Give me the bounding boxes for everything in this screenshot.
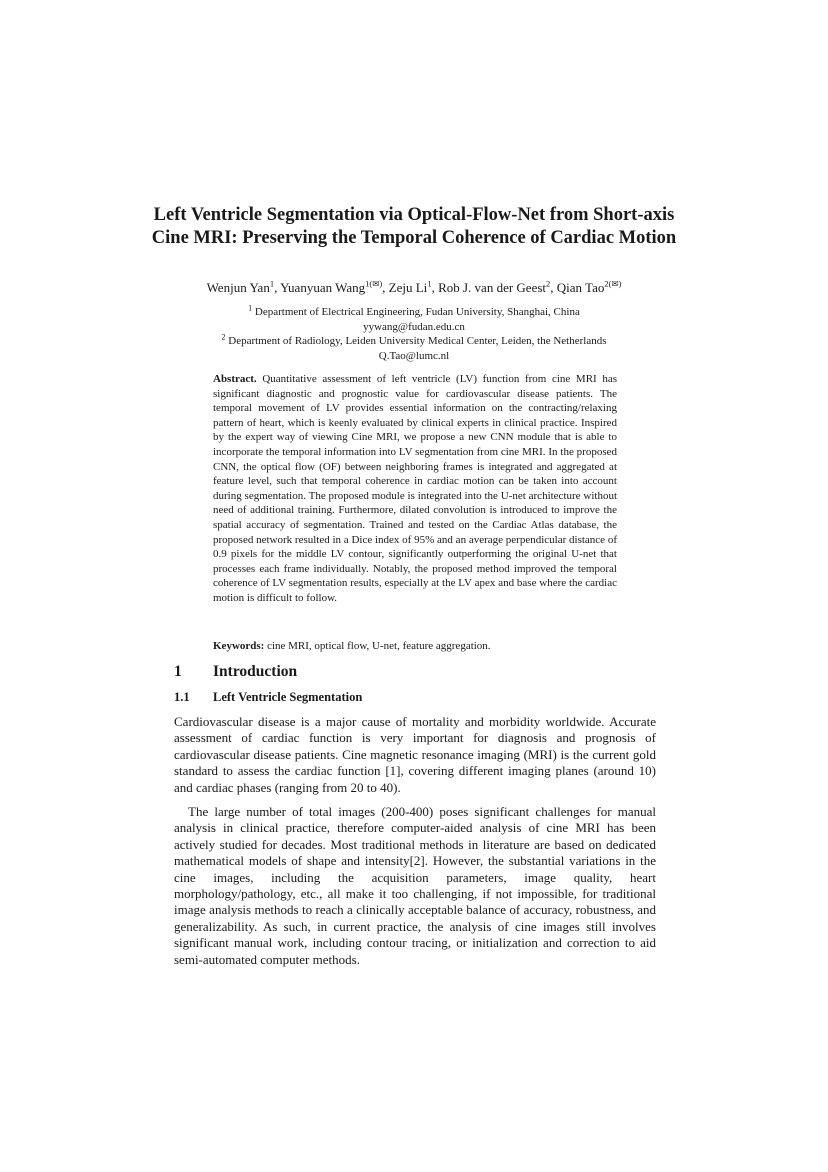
abstract-text: Quantitative assessment of left ventricle (LV) function from cine MRI has significant diagnostic and prognostic value for cardiovascular disease patients. The temporal movement of LV provides essential information on the contracting/relaxing pattern of heart, which is keenly evaluated by clinical experts in clinical practice. Inspired by the expert way of viewing Cine MRI, we propose a new CNN module that is able to incorporate the temporal information into LV segmentation from cine MRI. In the proposed CNN, the optical flow (OF) between neighboring frames is integrated and aggregated at feature level, such that temporal coherence in cardiac motion can be taken into account during segmentation. The proposed module is integrated into the U-net architecture without need of additional training. Furthermore, dilated convolution is introduced to improve the spatial accuracy of segmentation. Trained and tested on the Cardiac Atlas database, the proposed network resulted in a Dice index of 95% and an average perpendicular distance of 0.9 pixels for the middle LV contour, significantly outperforming the original U-net that processes each frame individually. Notably, the proposed method improved the temporal coherence of LV segmentation results, especially at the LV apex and base where the cardiac motion is difficult to follow. (213, 373, 618, 604)
affiliation-email: yywang@fudan.edu.cn (363, 320, 465, 333)
subsection-heading (174, 689, 362, 706)
author-name: Yuanyuan Wang (280, 280, 366, 295)
keywords-text: cine MRI, optical flow, U-net, feature aggregation. (267, 640, 491, 652)
affiliation-2 (150, 334, 678, 363)
author-name: Wenjun Yan (206, 280, 270, 295)
subsection-title: Left Ventricle Segmentation (213, 690, 363, 704)
affiliation-1 (150, 305, 678, 334)
keywords (213, 639, 617, 654)
section-title: Introduction (213, 663, 298, 680)
body-paragraph: Cardiovascular disease is a major cause of mortality and morbidity worldwide. Accurate assessment of cardiac function is very important for diagnosis and prognosis of cardiovascular disease patients. Cine magnetic resonance imaging (MRI) is the current gold standard to assess the cardiac function [1], covering different imaging planes (around 10) and cardiac phases (ranging from 20 to 40). (174, 714, 656, 795)
author-affiliation-mark: 1 (269, 278, 275, 289)
affiliation-text: Department of Radiology, Leiden University Medical Center, Leiden, the Netherlands (228, 335, 607, 347)
section-number: 1 (174, 663, 182, 680)
author-affiliation-mark: 1 (427, 278, 432, 289)
author-affiliation-mark: 2(✉) (604, 278, 622, 289)
author-list: Wenjun Yan$^1$, Yuanyuan Wang$^{1(✉)}$, Zeju Li$^1$, Rob J. van der Geest$^2$, Qian Tao$^{2(✉)}$ (206, 278, 622, 295)
section-heading (174, 662, 297, 682)
author-name: Qian Tao (556, 280, 605, 295)
abstract-label: Abstract. (213, 373, 257, 385)
paper-title: Left Ventricle Segmentation via Optical-Flow-Net from Short-axis Cine MRI: Preserving the Temporal Coherence of Cardiac Motion (151, 205, 677, 248)
affiliation-mark: 2 (221, 332, 226, 342)
affiliation-text: Department of Electrical Engineering, Fudan University, Shanghai, China (254, 306, 580, 318)
author-name: Rob J. van der Geest (438, 280, 547, 295)
keywords-label: Keywords: (213, 640, 265, 652)
affiliation-email: Q.Tao@lumc.nl (378, 349, 450, 362)
author-affiliation-mark: 2 (546, 278, 551, 289)
affiliation-mark: 1 (248, 303, 253, 313)
author-affiliation-mark: 1(✉) (365, 278, 383, 289)
abstract (213, 372, 617, 606)
body-paragraph: The large number of total images (200-400) poses significant challenges for manual analysis in clinical practice, therefore computer-aided analysis of cine MRI has been actively studied for decades. Most traditional methods in literature are based on dedicated mathematical models of shape and intensity[2]. However, the substantial variations in the cine images, including the acquisition parameters, image quality, heart morphology/pathology, etc., all make it too challenging, if not impossible, for traditional image analysis methods to reach a clinically acceptable balance of accuracy, robustness, and generalizability. As such, in current practice, the analysis of cine images still involves significant manual work, including contour tracing, or initialization and correction to aid semi-automated computer methods. (174, 804, 656, 967)
author-name: Zeju Li (388, 280, 428, 295)
subsection-number: 1.1 (174, 690, 190, 704)
